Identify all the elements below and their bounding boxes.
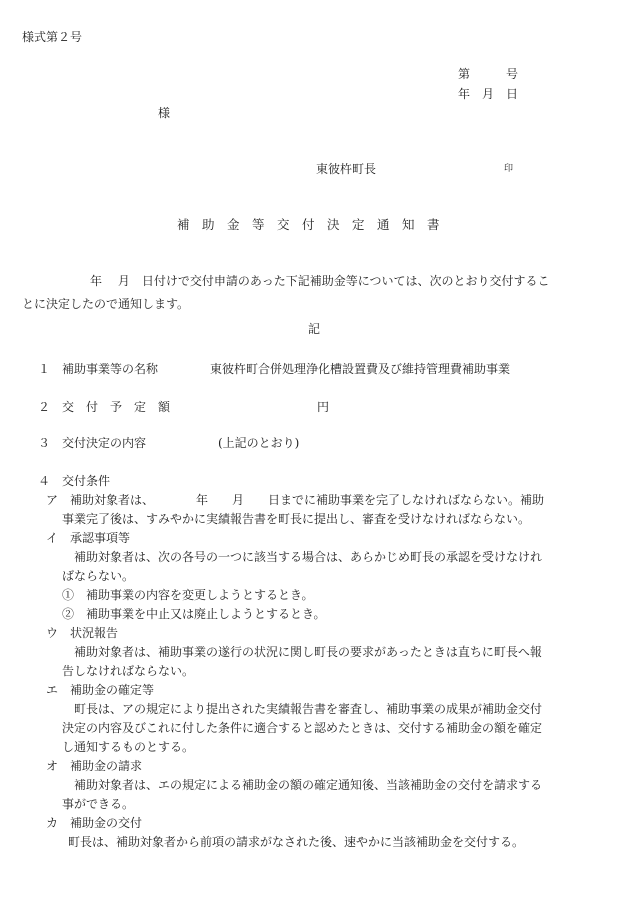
condition-u-line-1: 補助対象者は、補助事業の遂行の状況に関し町長の要求があったときは直ちに町長へ報	[74, 645, 542, 659]
issuer-name: 東彼杵町長	[316, 162, 377, 176]
intro-line-1: 年 月 日付けで交付申請のあった下記補助金等については、次のとおり交付するこ	[90, 274, 550, 288]
item4-label: ４ 交付条件	[38, 474, 111, 488]
intro-line-2: とに決定したので通知します。	[22, 297, 190, 311]
document-title: 補 助 金 等 交 付 決 定 通 知 書	[177, 217, 440, 232]
condition-o-line-1: 補助対象者は、エの規定による補助金の額の確定通知後、当該補助金の交付を請求する	[74, 778, 543, 792]
ki-heading: 記	[308, 322, 321, 336]
condition-e-line-2: 決定の内容及びこれに付した条件に適合すると認めたときは、交付する補助金の額を確定	[62, 721, 543, 735]
condition-i-heading: イ 承認事項等	[46, 531, 131, 545]
seal-mark: 印	[504, 164, 514, 174]
item2-value: 円	[317, 400, 330, 414]
condition-e-line-3: し通知するものとする。	[62, 740, 195, 754]
condition-u-heading: ウ 状況報告	[46, 626, 119, 640]
condition-i-sub-2: ② 補助事業を中止又は廃止しようとするとき。	[62, 607, 326, 621]
item3-label: ３ 交付決定の内容	[38, 436, 147, 450]
condition-i-line-2: ばならない。	[62, 569, 135, 583]
condition-ka-heading: カ 補助金の交付	[46, 816, 143, 830]
condition-a-line-2: 事業完了後は、すみやかに実績報告書を町長に提出し、審査を受けなければならない。	[62, 512, 531, 526]
condition-ka-line-1: 町長は、補助対象者から前項の請求がなされた後、速やかに当該補助金を交付する。	[68, 835, 525, 849]
form-number: 様式第２号	[22, 30, 83, 44]
condition-e-line-1: 町長は、アの規定により提出された実績報告書を審査し、補助事業の成果が補助金交付	[74, 702, 543, 716]
item3-value: (上記のとおり)	[218, 436, 300, 450]
condition-u-line-2: 告しなければならない。	[62, 664, 195, 678]
item1-label: １ 補助事業等の名称	[38, 362, 159, 376]
condition-o-line-2: 事ができる。	[62, 797, 135, 811]
condition-i-sub-1: ① 補助事業の内容を変更しようとするとき。	[62, 588, 314, 602]
item1-value: 東彼杵町合併処理浄化槽設置費及び維持管理費補助事業	[210, 362, 511, 376]
condition-o-heading: オ 補助金の請求	[46, 759, 143, 773]
condition-a-line-1: ア 補助対象者は、 年 月 日までに補助事業を完了しなければならない。補助	[46, 493, 545, 507]
document-number-line: 第 号	[458, 67, 519, 81]
condition-i-line-1: 補助対象者は、次の各号の一つに該当する場合は、あらかじめ町長の承認を受けなけれ	[74, 550, 543, 564]
item2-label: ２ 交 付 予 定 額	[38, 400, 171, 414]
recipient-suffix: 様	[158, 106, 171, 120]
condition-e-heading: エ 補助金の確定等	[46, 683, 155, 697]
date-line: 年 月 日	[458, 87, 519, 101]
